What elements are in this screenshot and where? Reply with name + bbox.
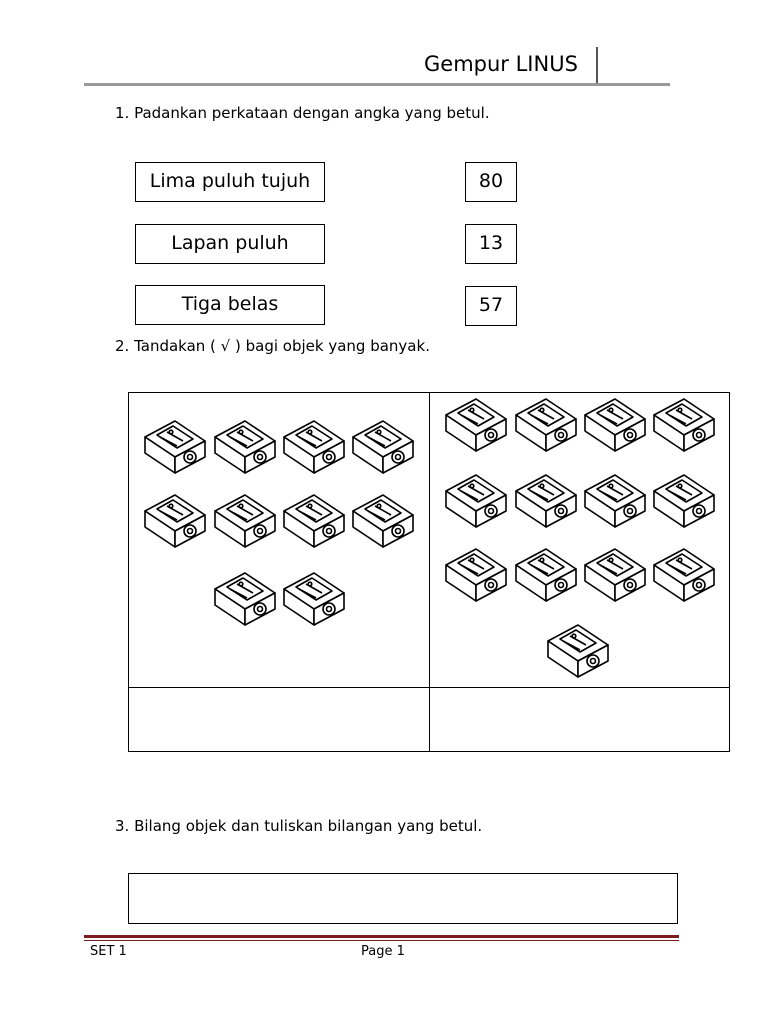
word-box-3[interactable]: Tiga belas <box>135 285 325 325</box>
pencil-sharpener-icon <box>512 469 582 531</box>
object-comparison-table <box>128 392 730 752</box>
answer-box[interactable] <box>128 873 678 924</box>
tick-cell-left[interactable] <box>129 688 429 751</box>
footer-set-label: SET 1 <box>90 944 127 959</box>
question-2: 2. Tandakan ( √ ) bagi objek yang banyak. <box>115 337 430 355</box>
pencil-sharpener-icon <box>211 415 281 477</box>
pencil-sharpener-icon <box>512 393 582 455</box>
word-box-1[interactable]: Lima puluh tujuh <box>135 162 325 202</box>
tick-cell-right[interactable] <box>430 688 729 751</box>
footer-page-number: Page 1 <box>361 944 405 959</box>
number-box-2[interactable]: 13 <box>465 224 517 264</box>
pencil-sharpener-icon <box>581 543 651 605</box>
pencil-sharpener-icon <box>650 543 720 605</box>
pencil-sharpener-icon <box>442 393 512 455</box>
pencil-sharpener-icon <box>349 489 419 551</box>
number-box-1[interactable]: 80 <box>465 162 517 202</box>
pencil-sharpener-icon <box>650 393 720 455</box>
header-rule <box>84 83 670 86</box>
header-title: Gempur LINUS <box>424 52 578 76</box>
header-divider <box>596 47 598 83</box>
pencil-sharpener-icon <box>280 415 350 477</box>
pencil-sharpener-icon <box>141 415 211 477</box>
question-3: 3. Bilang objek dan tuliskan bilangan yang betul. <box>115 817 483 835</box>
pencil-sharpener-icon <box>581 393 651 455</box>
word-box-2[interactable]: Lapan puluh <box>135 224 325 264</box>
pencil-sharpener-icon <box>512 543 582 605</box>
number-box-3[interactable]: 57 <box>465 286 517 326</box>
pencil-sharpener-icon <box>280 489 350 551</box>
pencil-sharpener-icon <box>349 415 419 477</box>
pencil-sharpener-icon <box>442 469 512 531</box>
pencil-sharpener-icon <box>141 489 211 551</box>
pencil-sharpener-icon <box>280 567 350 629</box>
pencil-sharpener-icon <box>211 489 281 551</box>
pencil-sharpener-icon <box>442 543 512 605</box>
pencil-sharpener-icon <box>544 619 614 681</box>
pencil-sharpener-icon <box>650 469 720 531</box>
pencil-sharpener-icon <box>211 567 281 629</box>
pencil-sharpener-icon <box>581 469 651 531</box>
footer-rule <box>84 935 679 938</box>
footer-rule-thin <box>84 940 679 941</box>
question-1: 1. Padankan perkataan dengan angka yang betul. <box>115 104 490 122</box>
